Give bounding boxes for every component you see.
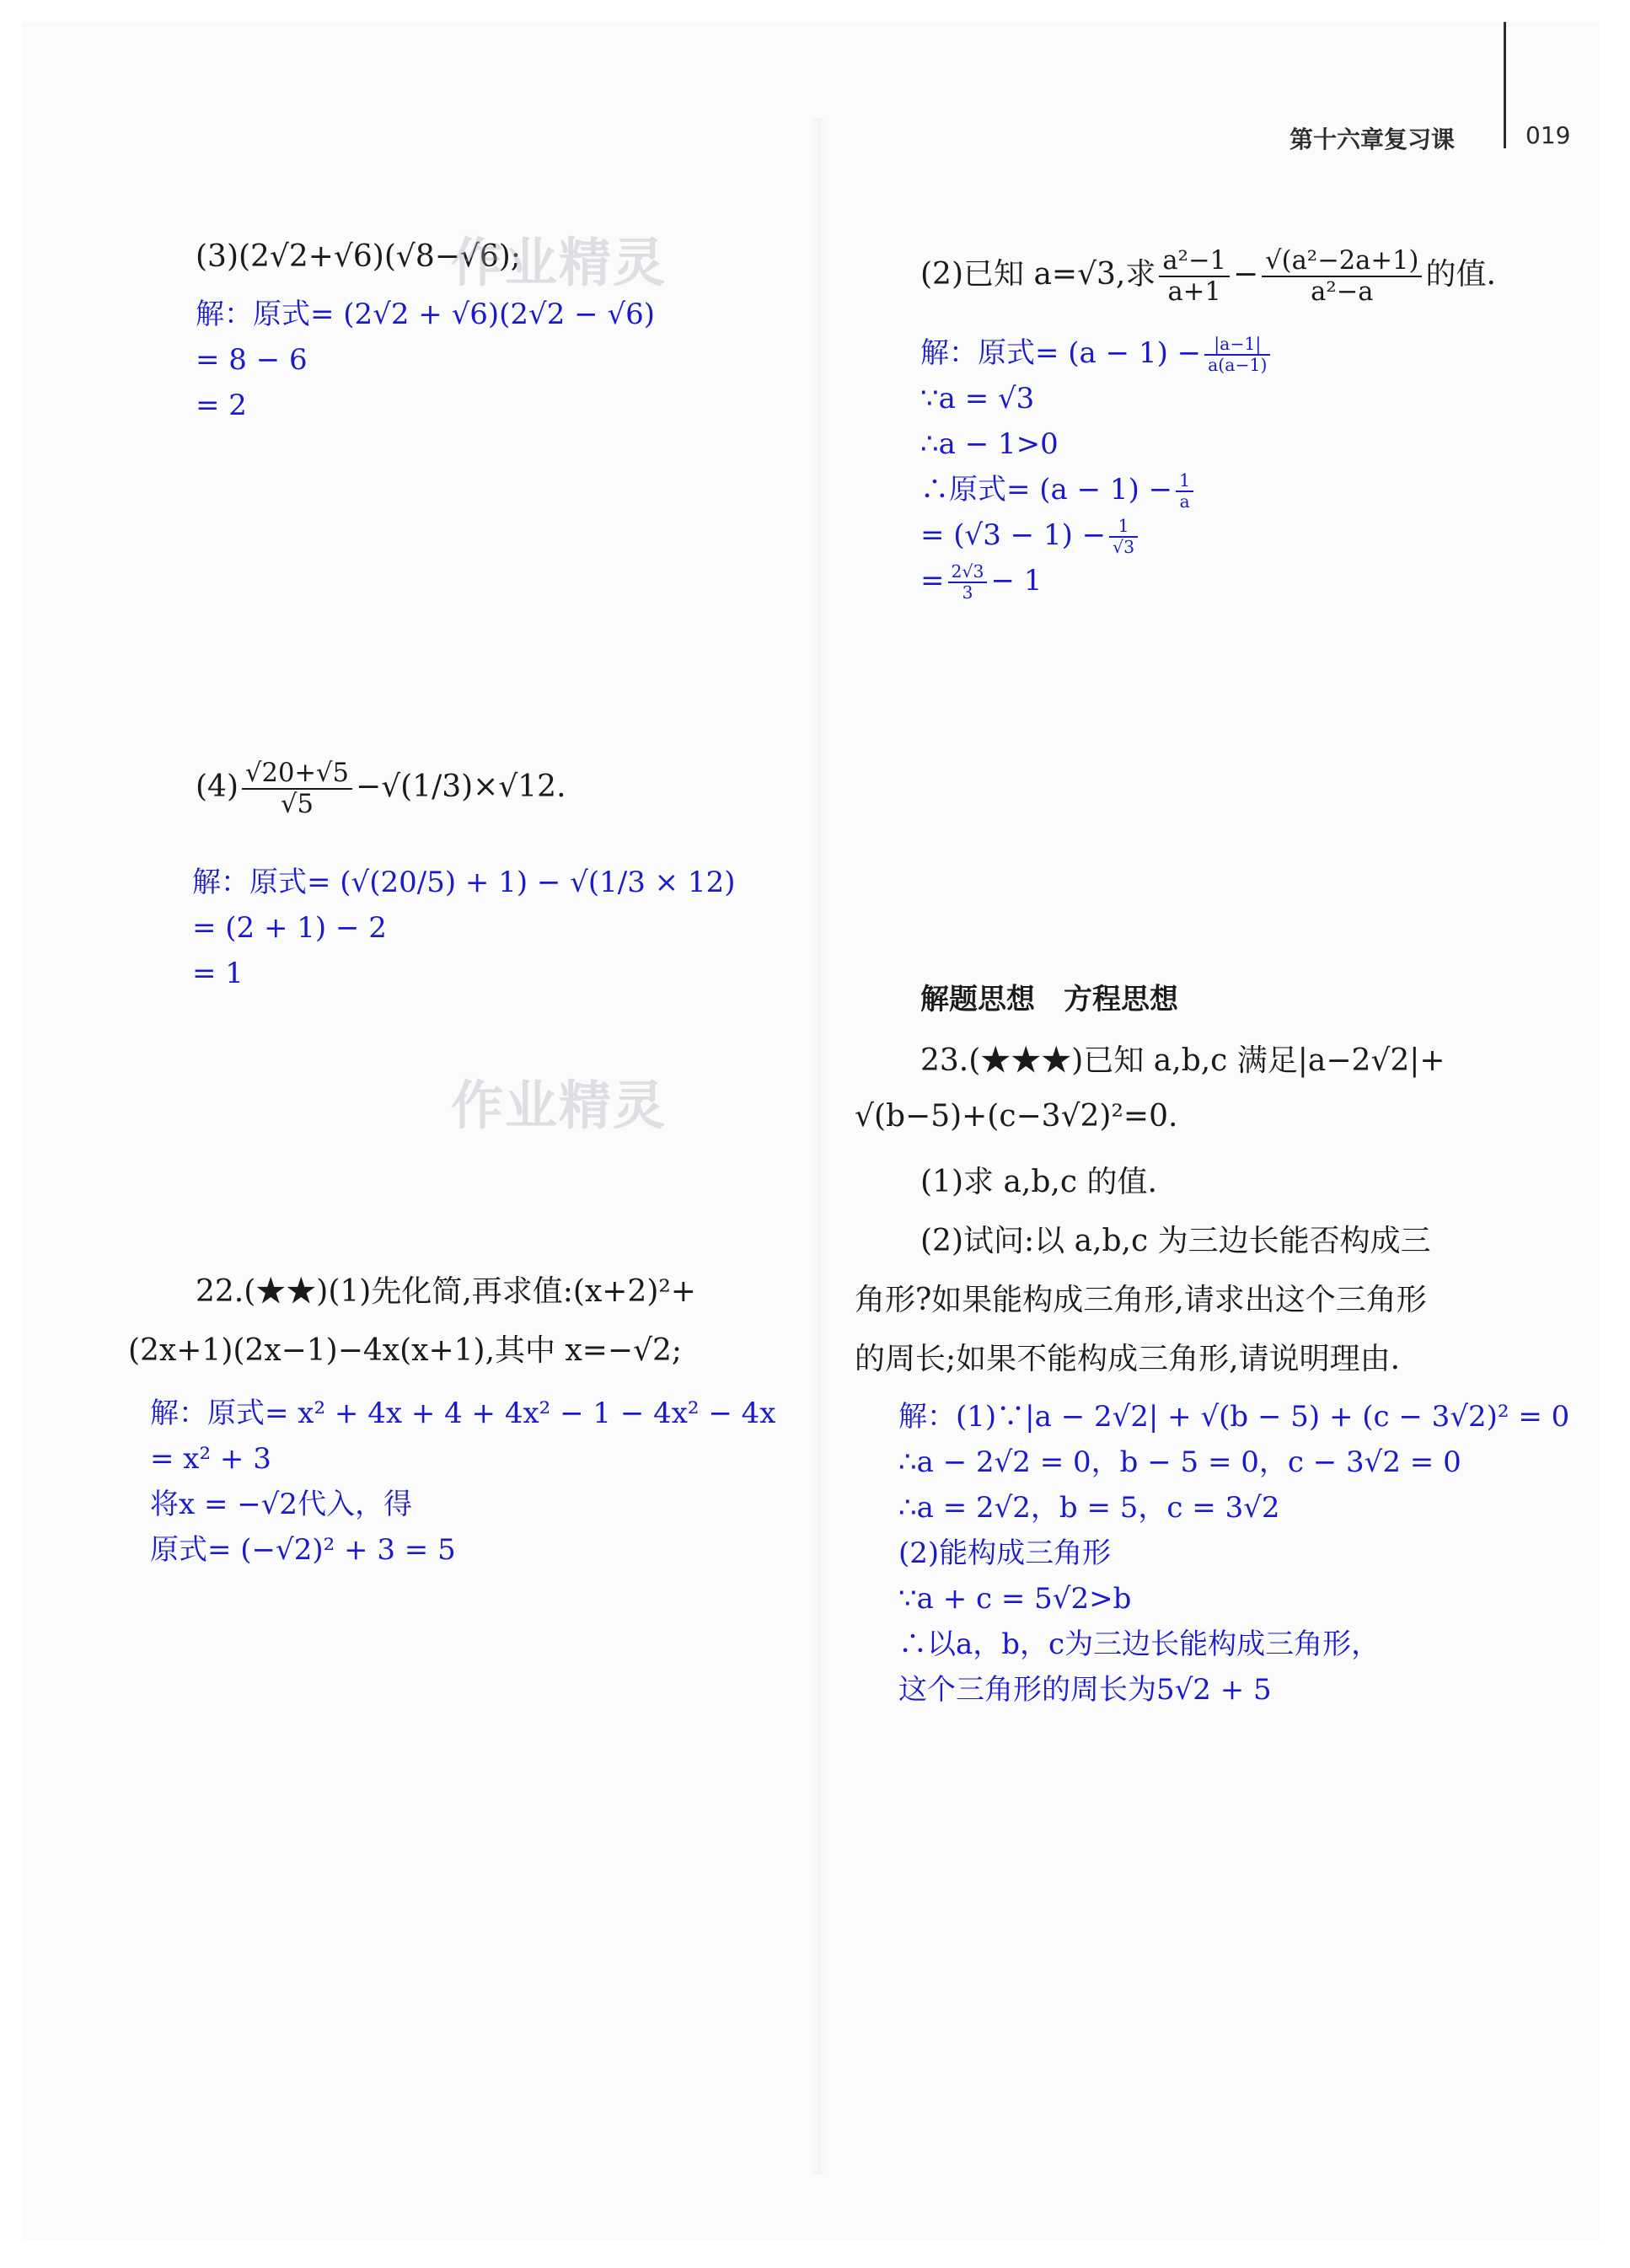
fraction-denominator: a(a−1) <box>1208 355 1268 375</box>
problem-2-fraction-1 <box>1159 246 1230 307</box>
solution-line: = (2 + 1) − 2 <box>192 911 387 945</box>
solution-line: 解：原式= (2√2 + √6)(2√2 − √6) <box>196 298 656 331</box>
problem-23-solution <box>898 1394 1569 1713</box>
solution-line: = x² + 3 <box>150 1442 271 1476</box>
fraction-numerator: 2√3 <box>948 562 988 583</box>
minus-sign: − <box>1232 257 1259 292</box>
problem-4-solution <box>192 860 736 996</box>
problem-23-line-5: 角形?如果能构成三角形,请求出这个三角形 <box>855 1283 1427 1317</box>
solution-line: 这个三角形的周长为5√2 + 5 <box>898 1673 1272 1707</box>
problem-2-suffix: 的值. <box>1425 257 1496 292</box>
problem-2-fraction-2 <box>1262 246 1422 307</box>
problem-23-line-3: (1)求 a,b,c 的值. <box>920 1165 1157 1199</box>
fraction-numerator: 1 <box>1176 471 1193 492</box>
problem-23-line-1: 23.(★★★)已知 a,b,c 满足|a−2√2|+ <box>920 1043 1445 1078</box>
solution-fraction <box>1176 471 1193 512</box>
solution-line: 原式= (−√2)² + 3 = 5 <box>150 1533 456 1567</box>
fraction-numerator: √(a²−2a+1) <box>1262 246 1422 277</box>
problem-4-label: (4) <box>196 769 239 805</box>
solution-text: 解：原式= (a − 1) − <box>920 336 1202 370</box>
solution-fraction <box>948 562 988 603</box>
problem-23-line-4: (2)试问:以 a,b,c 为三边长能否构成三 <box>920 1224 1431 1258</box>
fraction-denominator: a <box>1179 491 1190 512</box>
problem-4-prompt <box>196 759 566 819</box>
solution-line: = 8 − 6 <box>196 343 308 377</box>
solution-line: ∵a = √3 <box>920 382 1035 416</box>
problem-2-prompt <box>920 246 1496 307</box>
problem-3-solution <box>196 292 655 428</box>
problem-2-prefix: (2)已知 a=√3,求 <box>920 257 1156 292</box>
problem-4-rest: −√(1/3)×√12. <box>356 769 566 805</box>
page-number: 019 <box>1525 121 1571 149</box>
problem-22-line-2: (2x+1)(2x−1)−4x(x+1),其中 x=−√2; <box>128 1333 683 1368</box>
solution-text: = <box>920 564 945 598</box>
solution-line: = 2 <box>196 389 247 422</box>
solution-line: 解：(1)∵|a − 2√2| + √(b − 5) + (c − 3√2)² = 0 <box>898 1400 1570 1434</box>
center-fold <box>811 118 826 2174</box>
problem-22-solution <box>150 1391 775 1573</box>
solution-line: ∴以a，b，c为三边长能构成三角形， <box>898 1627 1381 1661</box>
solution-line <box>920 558 1273 603</box>
problem-23-line-6: 的周长;如果不能构成三角形,请说明理由. <box>855 1342 1401 1376</box>
solution-line: 解：原式= x² + 4x + 4 + 4x² − 1 − 4x² − 4x <box>150 1397 776 1430</box>
fraction-denominator: a+1 <box>1167 277 1221 308</box>
fraction-denominator: 3 <box>962 582 973 603</box>
solution-line <box>920 512 1273 558</box>
solution-line <box>920 467 1273 512</box>
solution-text: = (√3 − 1) − <box>920 518 1107 552</box>
section-heading: 解题思想 方程思想 <box>920 983 1178 1016</box>
chapter-title: 第十六章复习课 <box>1290 126 1456 153</box>
fraction-numerator: |a−1| <box>1204 335 1270 356</box>
solution-line <box>920 330 1273 376</box>
solution-line: ∴a − 1>0 <box>920 427 1059 461</box>
problem-23-line-2: √(b−5)+(c−3√2)²=0. <box>855 1099 1178 1134</box>
fraction-numerator: 1 <box>1109 517 1138 538</box>
problem-4-fraction <box>242 759 352 819</box>
fraction-numerator: √20+√5 <box>242 759 352 790</box>
fraction-denominator: a²−a <box>1311 277 1374 308</box>
solution-fraction <box>1204 335 1270 376</box>
problem-3-prompt: (3)(2√2+√6)(√8−√6); <box>196 239 521 274</box>
solution-line: ∵a + c = 5√2>b <box>898 1582 1132 1616</box>
watermark-2: 作业精灵 <box>451 1075 668 1136</box>
problem-2-solution <box>920 330 1273 603</box>
solution-line: ∴a = 2√2，b = 5，c = 3√2 <box>898 1491 1280 1525</box>
fraction-numerator: a²−1 <box>1159 246 1230 277</box>
fraction-denominator: √3 <box>1113 537 1135 557</box>
solution-line: (2)能构成三角形 <box>898 1536 1112 1570</box>
solution-line: 解：原式= (√(20/5) + 1) − √(1/3 × 12) <box>192 866 736 899</box>
problem-22-line-1: 22.(★★)(1)先化简,再求值:(x+2)²+ <box>196 1274 696 1309</box>
solution-line: ∴a − 2√2 = 0，b − 5 = 0，c − 3√2 = 0 <box>898 1445 1461 1479</box>
watermark-1: 作业精灵 <box>451 232 668 293</box>
solution-line: = 1 <box>192 957 244 990</box>
solution-text: − 1 <box>990 564 1043 598</box>
fraction-denominator: √5 <box>281 790 314 820</box>
header-divider <box>1504 22 1506 148</box>
solution-text: ∴原式= (a − 1) − <box>920 473 1173 507</box>
solution-line: 将x = −√2代入，得 <box>150 1488 413 1521</box>
solution-fraction <box>1109 517 1138 558</box>
